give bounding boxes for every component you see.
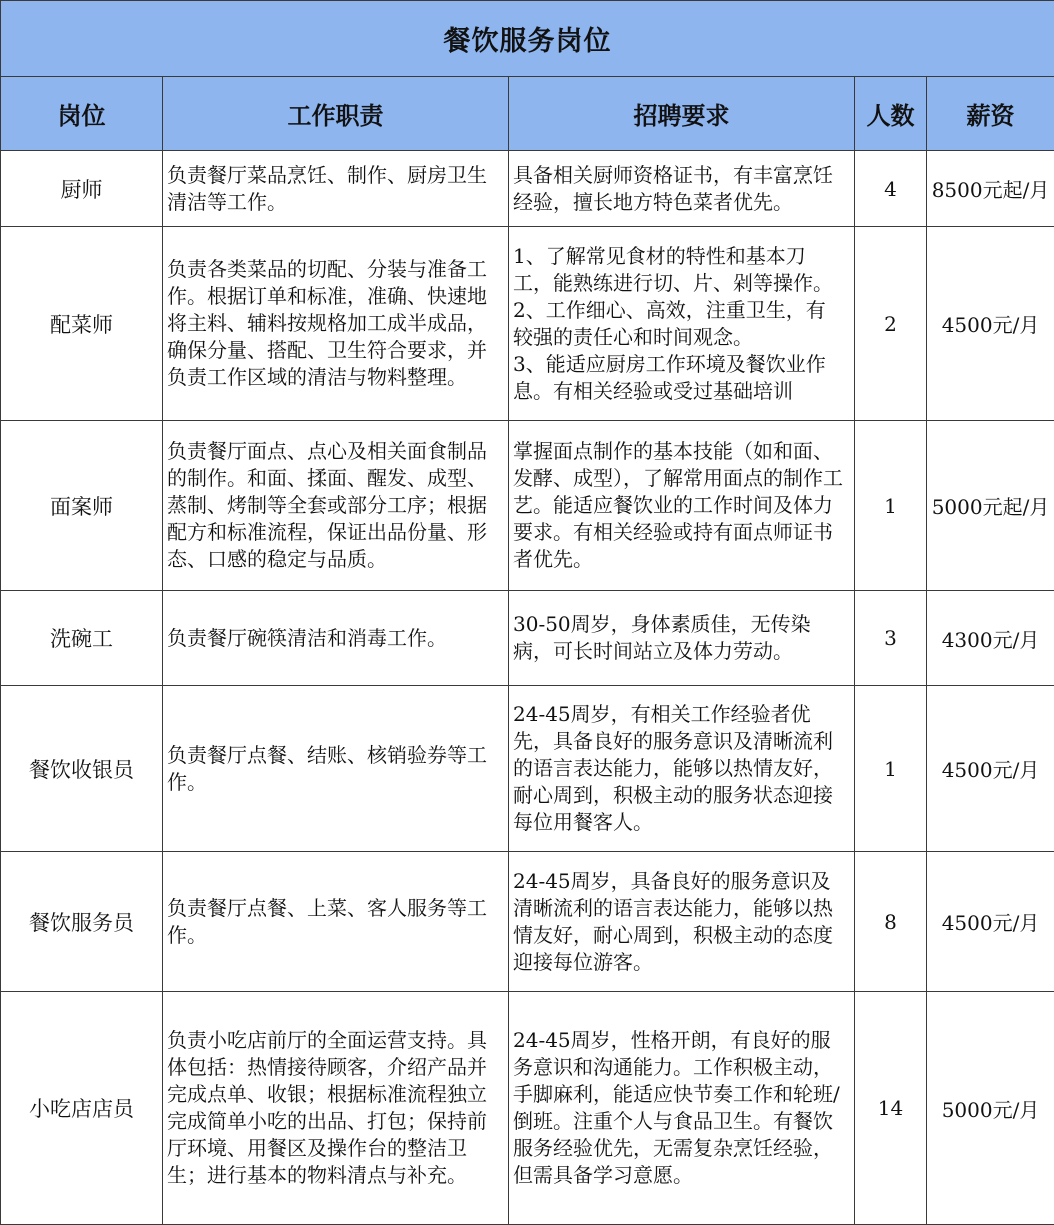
requirement-line: 具备相关厨师资格证书，有丰富烹饪经验，擅长地方特色菜者优先。 [513, 162, 844, 216]
position-cell: 餐饮收银员 [1, 686, 163, 852]
position-cell: 洗碗工 [1, 591, 163, 686]
table-body [1, 151, 1054, 1225]
requirements-cell [509, 421, 855, 591]
position-cell: 面案师 [1, 421, 163, 591]
table-row [1, 151, 1054, 227]
table-row [1, 421, 1054, 591]
count-cell: 2 [855, 227, 927, 421]
requirements-cell [509, 686, 855, 852]
requirement-line: 24-45周岁，有相关工作经验者优先，具备良好的服务意识及清晰流利的语言表达能力，能够以热情友好，耐心周到，积极主动的服务状态迎接每位用餐客人。 [513, 701, 844, 836]
requirements-cell [509, 151, 855, 227]
duty-cell: 负责餐厅菜品烹饪、制作、厨房卫生清洁等工作。 [163, 151, 509, 227]
requirement-line: 掌握面点制作的基本技能（如和面、发酵、成型），了解常用面点的制作工艺。能适应餐饮业的工作时间及体力要求。有相关经验或持有面点师证书者优先。 [513, 438, 844, 573]
table-title: 餐饮服务岗位 [1, 1, 1054, 77]
duty-cell: 负责餐厅面点、点心及相关面食制品的制作。和面、揉面、醒发、成型、蒸制、烤制等全套或部分工序；根据配方和标准流程，保证出品份量、形态、口感的稳定与品质。 [163, 421, 509, 591]
header-position: 岗位 [1, 77, 163, 151]
table-row [1, 686, 1054, 852]
table-row [1, 852, 1054, 992]
requirement-line: 2、工作细心、高效，注重卫生，有较强的责任心和时间观念。 [513, 297, 844, 351]
count-cell: 4 [855, 151, 927, 227]
salary-cell: 4500元/月 [927, 686, 1054, 852]
header-count: 人数 [855, 77, 927, 151]
header-row [1, 77, 1054, 151]
count-cell: 1 [855, 686, 927, 852]
position-cell: 配菜师 [1, 227, 163, 421]
table-row [1, 227, 1054, 421]
requirement-line: 30-50周岁，身体素质佳，无传染病，可长时间站立及体力劳动。 [513, 611, 844, 665]
count-cell: 14 [855, 992, 927, 1225]
table-row [1, 992, 1054, 1225]
salary-cell: 8500元起/月 [927, 151, 1054, 227]
count-cell: 8 [855, 852, 927, 992]
table-row [1, 591, 1054, 686]
salary-cell: 5000元起/月 [927, 421, 1054, 591]
requirements-cell [509, 591, 855, 686]
requirement-line: 3、能适应厨房工作环境及餐饮业作息。有相关经验或受过基础培训 [513, 351, 844, 405]
count-cell: 3 [855, 591, 927, 686]
position-cell: 小吃店店员 [1, 992, 163, 1225]
header-requirements: 招聘要求 [509, 77, 855, 151]
position-cell: 厨师 [1, 151, 163, 227]
requirement-line: 1、了解常见食材的特性和基本刀工，能熟练进行切、片、剁等操作。 [513, 243, 844, 297]
duty-cell: 负责餐厅点餐、上菜、客人服务等工作。 [163, 852, 509, 992]
requirement-line: 24-45周岁，性格开朗，有良好的服务意识和沟通能力。工作积极主动，手脚麻利，能适应快节奏工作和轮班/倒班。注重个人与食品卫生。有餐饮服务经验优先，无需复杂烹饪经验，但需具备学习意愿。 [513, 1027, 844, 1189]
requirement-line: 24-45周岁，具备良好的服务意识及清晰流利的语言表达能力，能够以热情友好，耐心周到，积极主动的态度迎接每位游客。 [513, 868, 844, 976]
header-salary: 薪资 [927, 77, 1054, 151]
count-cell: 1 [855, 421, 927, 591]
position-cell: 餐饮服务员 [1, 852, 163, 992]
salary-cell: 4500元/月 [927, 227, 1054, 421]
salary-cell: 4500元/月 [927, 852, 1054, 992]
requirements-cell [509, 852, 855, 992]
duty-cell: 负责各类菜品的切配、分装与准备工作。根据订单和标准，准确、快速地将主料、辅料按规格加工成半成品，确保分量、搭配、卫生符合要求，并负责工作区域的清洁与物料整理。 [163, 227, 509, 421]
salary-cell: 4300元/月 [927, 591, 1054, 686]
duty-cell: 负责餐厅碗筷清洁和消毒工作。 [163, 591, 509, 686]
header-duty: 工作职责 [163, 77, 509, 151]
requirements-cell [509, 227, 855, 421]
duty-cell: 负责餐厅点餐、结账、核销验券等工作。 [163, 686, 509, 852]
duty-cell: 负责小吃店前厅的全面运营支持。具体包括：热情接待顾客，介绍产品并完成点单、收银；根据标准流程独立完成简单小吃的出品、打包；保持前厅环境、用餐区及操作台的整洁卫生；进行基本的物料清点与补充。 [163, 992, 509, 1225]
salary-cell: 5000元/月 [927, 992, 1054, 1225]
requirements-cell [509, 992, 855, 1225]
